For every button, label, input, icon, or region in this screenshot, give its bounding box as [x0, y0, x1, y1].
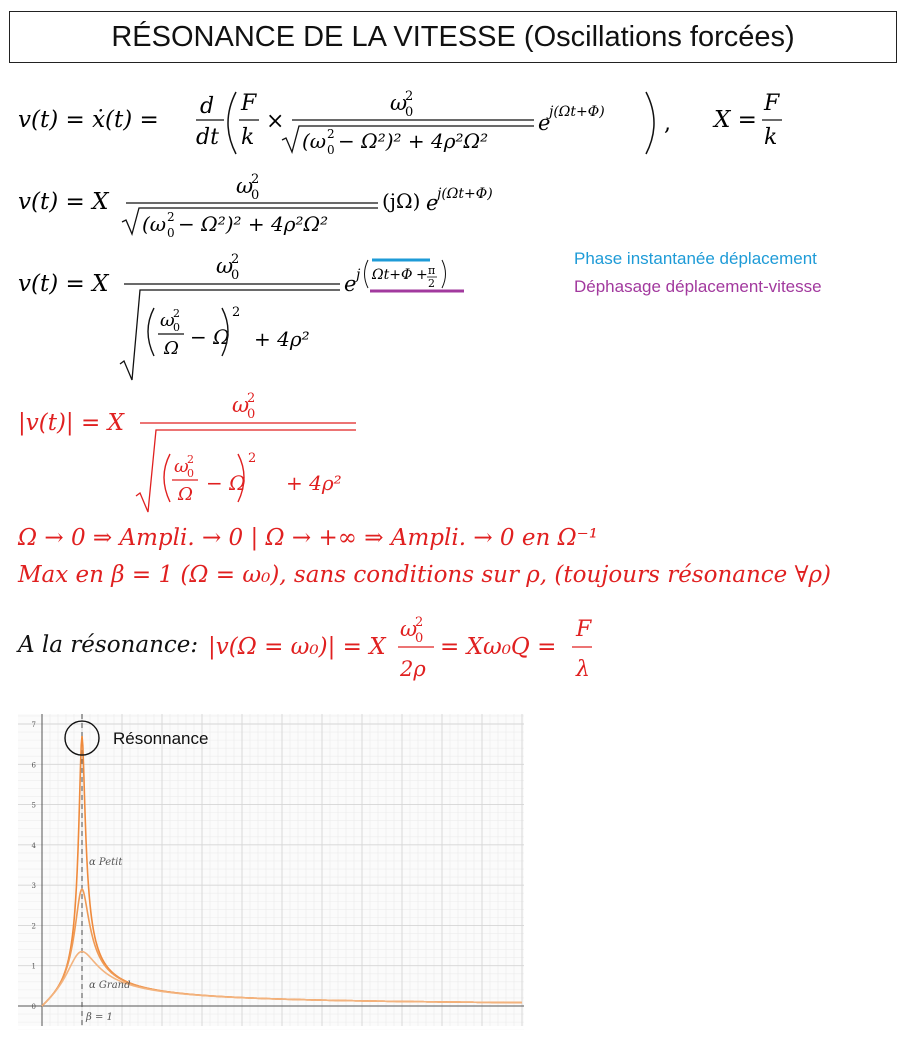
- svg-text:2: 2: [415, 615, 424, 630]
- svg-text:0: 0: [327, 143, 335, 157]
- svg-text:F: F: [241, 91, 257, 116]
- page-title-text: RÉSONANCE DE LA VITESSE (Oscillations forcées): [111, 20, 795, 53]
- svg-text:ω: ω: [400, 617, 418, 641]
- equation-4: [14, 386, 374, 516]
- beta-label: β = 1: [86, 1012, 113, 1023]
- svg-text:,: ,: [664, 111, 671, 136]
- svg-text:j(Ωt+Φ): j(Ωt+Φ): [549, 104, 605, 120]
- svg-text:− Ω²)² + 4ρ²Ω²: − Ω²)² + 4ρ²Ω²: [338, 129, 489, 153]
- svg-text:2: 2: [247, 391, 256, 406]
- svg-text:(jΩ): (jΩ): [382, 189, 421, 213]
- svg-text:(ω: (ω: [302, 129, 327, 153]
- eq4-lhs: |v(t)| = X: [18, 410, 124, 436]
- svg-text:2: 2: [232, 305, 241, 320]
- svg-text:+ 4ρ²: + 4ρ²: [286, 471, 342, 495]
- svg-text:F: F: [576, 617, 592, 642]
- eq2-lhs: v(t) = X: [18, 189, 109, 215]
- y-tick-label: 5: [31, 801, 36, 810]
- resonance-prefix: A la résonance:: [18, 632, 199, 658]
- alpha-small-label: α Petit: [89, 856, 123, 868]
- y-tick-label: 4: [31, 841, 36, 850]
- limits-statement: Ω → 0 ⇒ Ampli. → 0 | Ω → +∞ ⇒ Ampli. → 0 en Ω⁻¹: [18, 525, 599, 551]
- svg-text:ω: ω: [236, 174, 254, 198]
- y-tick-label: 3: [31, 882, 36, 891]
- svg-text:+ 4ρ²: + 4ρ²: [254, 327, 310, 351]
- equation-2: [14, 166, 554, 246]
- svg-text:(ω: (ω: [142, 212, 167, 236]
- svg-text:0: 0: [167, 226, 175, 240]
- eq1-lhs: v(t) = ẋ(t) =: [18, 107, 159, 133]
- svg-text:dt: dt: [196, 125, 219, 150]
- max-statement: Max en β = 1 (Ω = ω₀), sans conditions sur ρ, (toujours résonance ∀ρ): [18, 562, 831, 588]
- svg-text:ω: ω: [232, 393, 250, 417]
- svg-text:ω: ω: [216, 254, 234, 278]
- svg-text:λ: λ: [576, 657, 590, 682]
- y-tick-label: 0: [31, 1003, 36, 1011]
- svg-text:= Xω₀Q =: = Xω₀Q =: [440, 634, 557, 660]
- svg-text:ω: ω: [160, 310, 175, 331]
- y-tick-label: 2: [31, 922, 36, 931]
- resonance-expression: [204, 610, 624, 690]
- svg-text:2: 2: [428, 277, 435, 290]
- legend-phase-shift: Déphasage déplacement-vitesse: [574, 277, 822, 296]
- legend-phase-instant: Phase instantanée déplacement: [574, 249, 817, 268]
- y-tick-label: 6: [31, 761, 36, 770]
- svg-text:k: k: [764, 125, 778, 150]
- alpha-large-label: α Grand: [89, 979, 131, 991]
- svg-text:π: π: [428, 264, 436, 277]
- svg-text:0: 0: [251, 188, 260, 203]
- svg-text:0: 0: [187, 467, 194, 480]
- svg-text:2: 2: [187, 453, 194, 466]
- svg-text:×: ×: [266, 109, 285, 134]
- svg-text:+: +: [416, 267, 428, 283]
- svg-text:Ω: Ω: [164, 338, 179, 359]
- svg-text:− Ω²)² + 4ρ²Ω²: − Ω²)² + 4ρ²Ω²: [178, 212, 329, 236]
- equation-1: [14, 80, 814, 160]
- svg-text:j(Ωt+Φ): j(Ωt+Φ): [437, 186, 493, 202]
- page-title: [9, 11, 897, 63]
- y-tick-label: 7: [31, 721, 36, 729]
- svg-text:e: e: [426, 191, 439, 215]
- equation-3: [14, 246, 554, 386]
- svg-text:e: e: [344, 272, 357, 296]
- resonance-expr: |v(Ω = ω₀)| = X: [208, 634, 386, 660]
- svg-text:2: 2: [167, 210, 175, 224]
- y-tick-label: 1: [31, 962, 36, 971]
- svg-text:X =: X =: [714, 107, 757, 133]
- svg-text:0: 0: [231, 268, 240, 283]
- eq3-lhs: v(t) = X: [18, 271, 109, 297]
- svg-text:j: j: [356, 267, 361, 283]
- svg-text:2: 2: [405, 89, 414, 104]
- svg-text:d: d: [200, 94, 215, 119]
- svg-text:F: F: [764, 91, 780, 116]
- svg-text:2ρ: 2ρ: [400, 657, 426, 681]
- svg-text:2: 2: [251, 172, 260, 187]
- svg-text:− Ω: − Ω: [190, 325, 230, 349]
- svg-text:0: 0: [405, 105, 414, 120]
- svg-text:Ω: Ω: [178, 484, 193, 505]
- svg-text:0: 0: [415, 631, 424, 646]
- svg-text:2: 2: [248, 451, 257, 466]
- svg-text:0: 0: [173, 321, 180, 334]
- resonance-chart: [18, 714, 528, 1030]
- svg-text:e: e: [538, 111, 551, 135]
- svg-text:2: 2: [231, 252, 240, 267]
- svg-text:0: 0: [247, 407, 256, 422]
- svg-text:ω: ω: [390, 91, 408, 115]
- svg-text:− Ω: − Ω: [206, 471, 246, 495]
- svg-text:2: 2: [173, 307, 180, 320]
- svg-text:2: 2: [327, 127, 335, 141]
- svg-text:ω: ω: [174, 456, 189, 477]
- svg-text:k: k: [241, 125, 255, 150]
- svg-text:Ωt+Φ: Ωt+Φ: [372, 267, 413, 283]
- resonance-label: Résonnance: [113, 729, 209, 748]
